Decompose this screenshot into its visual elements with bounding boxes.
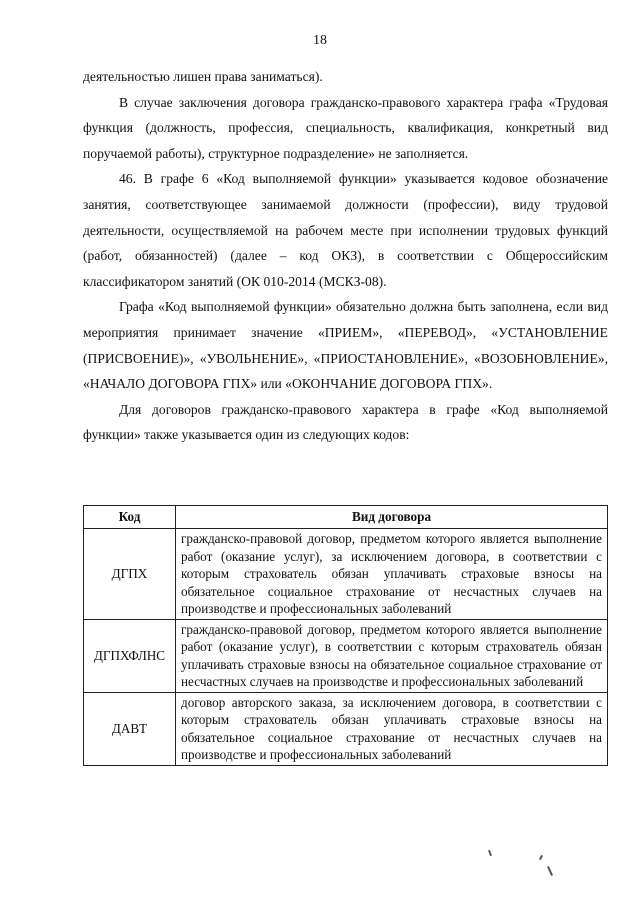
- scan-artifact: [547, 866, 553, 876]
- table-row: [84, 619, 608, 692]
- header-contract-type: Вид договора: [176, 506, 608, 529]
- table-row: [84, 692, 608, 765]
- paragraph-continuation: деятельностью лишен права заниматься).: [83, 69, 323, 84]
- table-row: [84, 529, 608, 620]
- paragraph-codes-intro: Для договоров гражданско-правового характера в графе «Код выполняемой функции» также указывается один из следующих кодов:: [83, 401, 608, 443]
- code-cell: ДГПХФЛНС: [84, 619, 176, 692]
- scan-artifact: [539, 855, 543, 860]
- description-cell: договор авторского заказа, за исключением договора, в соответствии с которым страхователь обязан уплачивать страховые взносы на обязательное социальное страхование от несчастных случаев на производстве и профессиональных заболеваний: [176, 692, 608, 765]
- paragraph-mandatory-field: Графа «Код выполняемой функции» обязательно должна быть заполнена, если вид мероприятия принимает значение «ПРИЕМ», «ПЕРЕВОД», «УСТАНОВЛЕНИЕ (ПРИСВОЕНИЕ)», «УВОЛЬНЕНИЕ», «ПРИОСТАНОВЛЕНИЕ», «ВОЗОБНОВЛЕНИЕ», «НАЧАЛО ДОГОВОРА ГПХ» или «ОКОНЧАНИЕ ДОГОВОРА ГПХ».: [83, 299, 608, 392]
- scan-artifact: [488, 850, 492, 856]
- paragraph-item-46: 46. В графе 6 «Код выполняемой функции» указывается кодовое обозначение занятия, соответствующее занимаемой должности (профессии), виду трудовой деятельности, осуществляемой на рабочем месте при исполнении трудовых функций (работ, обязанностей) (далее – код ОКЗ), в соответствии с Общероссийским классификатором занятий (ОК 010-2014 (МСКЗ-08).: [83, 171, 608, 289]
- description-cell: гражданско-правовой договор, предметом которого является выполнение работ (оказание услуг), в соответствии с которым страхователь обязан уплачивать страховые взносы на обязательное социальное страхование от несчастных случаев на производстве и профессиональных заболеваний: [176, 619, 608, 692]
- table-header-row: [84, 506, 608, 529]
- code-cell: ДГПХ: [84, 529, 176, 620]
- document-body: [83, 64, 608, 448]
- description-cell: гражданско-правовой договор, предметом которого является выполнение работ (оказание услуг), за исключением договора, в соответствии с которым страхователь обязан уплачивать страховые взносы на обязательное социальное страхование от несчастных случаев на производстве и профессиональных заболеваний: [176, 529, 608, 620]
- paragraph-gph-contract: В случае заключения договора гражданско-правового характера графа «Трудовая функция (должность, профессия, специальность, квалификация, конкретный вид поручаемой работы), структурное подразделение» не заполняется.: [83, 94, 608, 161]
- contract-codes-table: [83, 505, 608, 766]
- header-code: Код: [84, 506, 176, 529]
- code-cell: ДАВТ: [84, 692, 176, 765]
- page-number: 18: [313, 33, 327, 48]
